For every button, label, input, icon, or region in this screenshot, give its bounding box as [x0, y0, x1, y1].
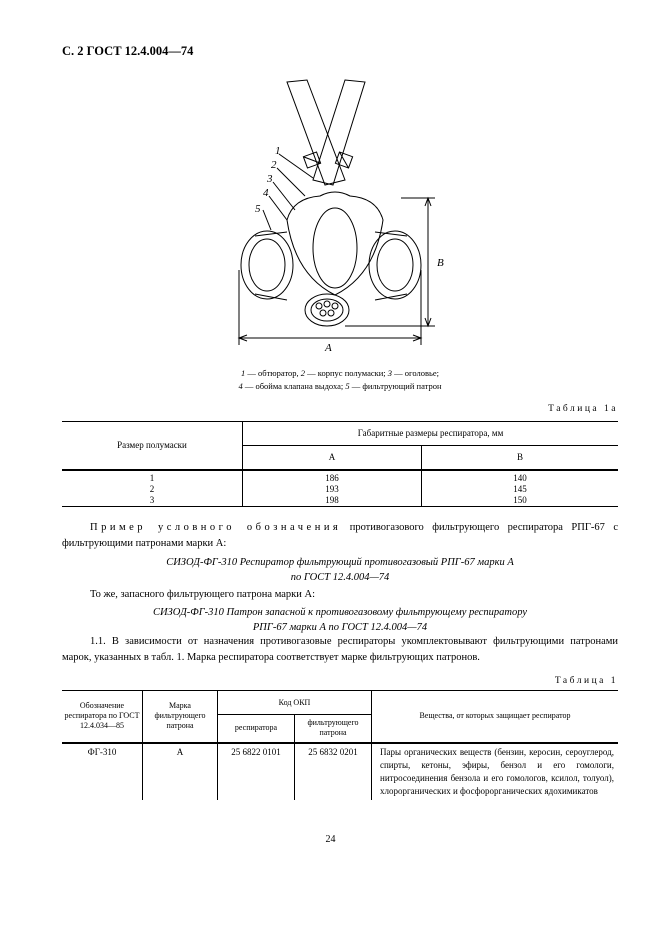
- page-header: С. 2 ГОСТ 12.4.004—74: [62, 44, 194, 58]
- table-1a: [62, 421, 618, 507]
- dimension-a-label: A: [325, 342, 332, 354]
- figure-label-3: 3: [267, 173, 273, 185]
- table-1: [62, 690, 618, 800]
- table-1a-header-a: А: [243, 446, 422, 470]
- figure-label-2: 2: [271, 159, 277, 171]
- table-1a-title: Таблица 1а: [548, 404, 618, 414]
- example-designation-1: СИЗОД-ФГ-310 Респиратор фильтрующий противогазовый РПГ-67 марки А по ГОСТ 12.4.004—74: [166, 557, 514, 583]
- example-paragraph-2: То же, запасного фильтрующего патрона марки А:: [90, 589, 316, 600]
- table-1a-header-size: Размер полумаски: [62, 422, 243, 470]
- figure-label-4: 4: [263, 187, 269, 199]
- example-designation-2: СИЗОД-ФГ-310 Патрон запасной к противогазовому фильтрующему респиратору РПГ-67 марки А по ГОСТ 12.4.004—74: [152, 607, 528, 633]
- dimension-b-label: B: [437, 257, 444, 269]
- table-1-substances-cell: Пары органических веществ (бензин, керосин, сероуглерод, спирты, кетоны, эфиры, бензол и его гомологи, нитросоединения бензола и его гомологов, ксилол, толуол), хлорорганических и фосфорорганических ядохимикатов: [372, 743, 619, 800]
- paragraph-1-1: 1.1. В зависимости от назначения противогазовые респираторы укомплектовывают фильтрующими патронами марок, указанных в табл. 1. Марка респиратора соответствует марке фильтрующих патронов.: [62, 636, 618, 663]
- table-1-header-designation: Обозначение респиратора по ГОСТ 12.4.034—85: [62, 691, 143, 743]
- table-1-header-mark: Марка фильтрующего патрона: [143, 691, 218, 743]
- table-row: ФГ-310 А 25 6822 0101 25 6832 0201 Пары органических веществ (бензин, керосин, сероуглерод, спирты, кетоны, эфиры, бензол и его гомологи, нитросоединения бензола и его гомологов, ксилол, толуол), хлорорганических и фосфорорганических ядохимикатов: [62, 743, 618, 800]
- figure-label-5: 5: [255, 203, 261, 215]
- table-row: 1 186 140: [62, 470, 618, 484]
- figure-label-1: 1: [275, 145, 281, 157]
- page-number: 24: [325, 834, 336, 845]
- table-1-header-substances: Вещества, от которых защищает респиратор: [372, 691, 619, 743]
- respirator-drawing: [225, 70, 445, 360]
- table-1-title: Таблица 1: [554, 676, 618, 686]
- mask-body: [287, 192, 383, 295]
- example-paragraph: Пример условного обозначения противогазового фильтрующего респиратора РПГ-67 с фильтрующими патронами марки А:: [62, 522, 618, 549]
- table-1-header-okp-respirator: респиратора: [218, 715, 295, 743]
- table-1a-header-b: В: [422, 446, 619, 470]
- strap-right: [313, 80, 365, 185]
- table-1a-header-dims: Габаритные размеры респиратора, мм: [243, 422, 619, 446]
- figure-caption-line1: 1 — обтюратор, 2 — корпус полумаски; 3 — оголовье;: [241, 368, 439, 378]
- table-row: 2 193 145: [62, 484, 618, 495]
- table-row: 3 198 150: [62, 495, 618, 507]
- figure-caption-line2: 4 — обойма клапана выдоха; 5 — фильтрующий патрон: [238, 381, 442, 391]
- mask-inner: [313, 208, 357, 288]
- table-1-header-okp-cartridge: фильтрующего патрона: [295, 715, 372, 743]
- table-1-header-okp: Код ОКП: [218, 691, 372, 715]
